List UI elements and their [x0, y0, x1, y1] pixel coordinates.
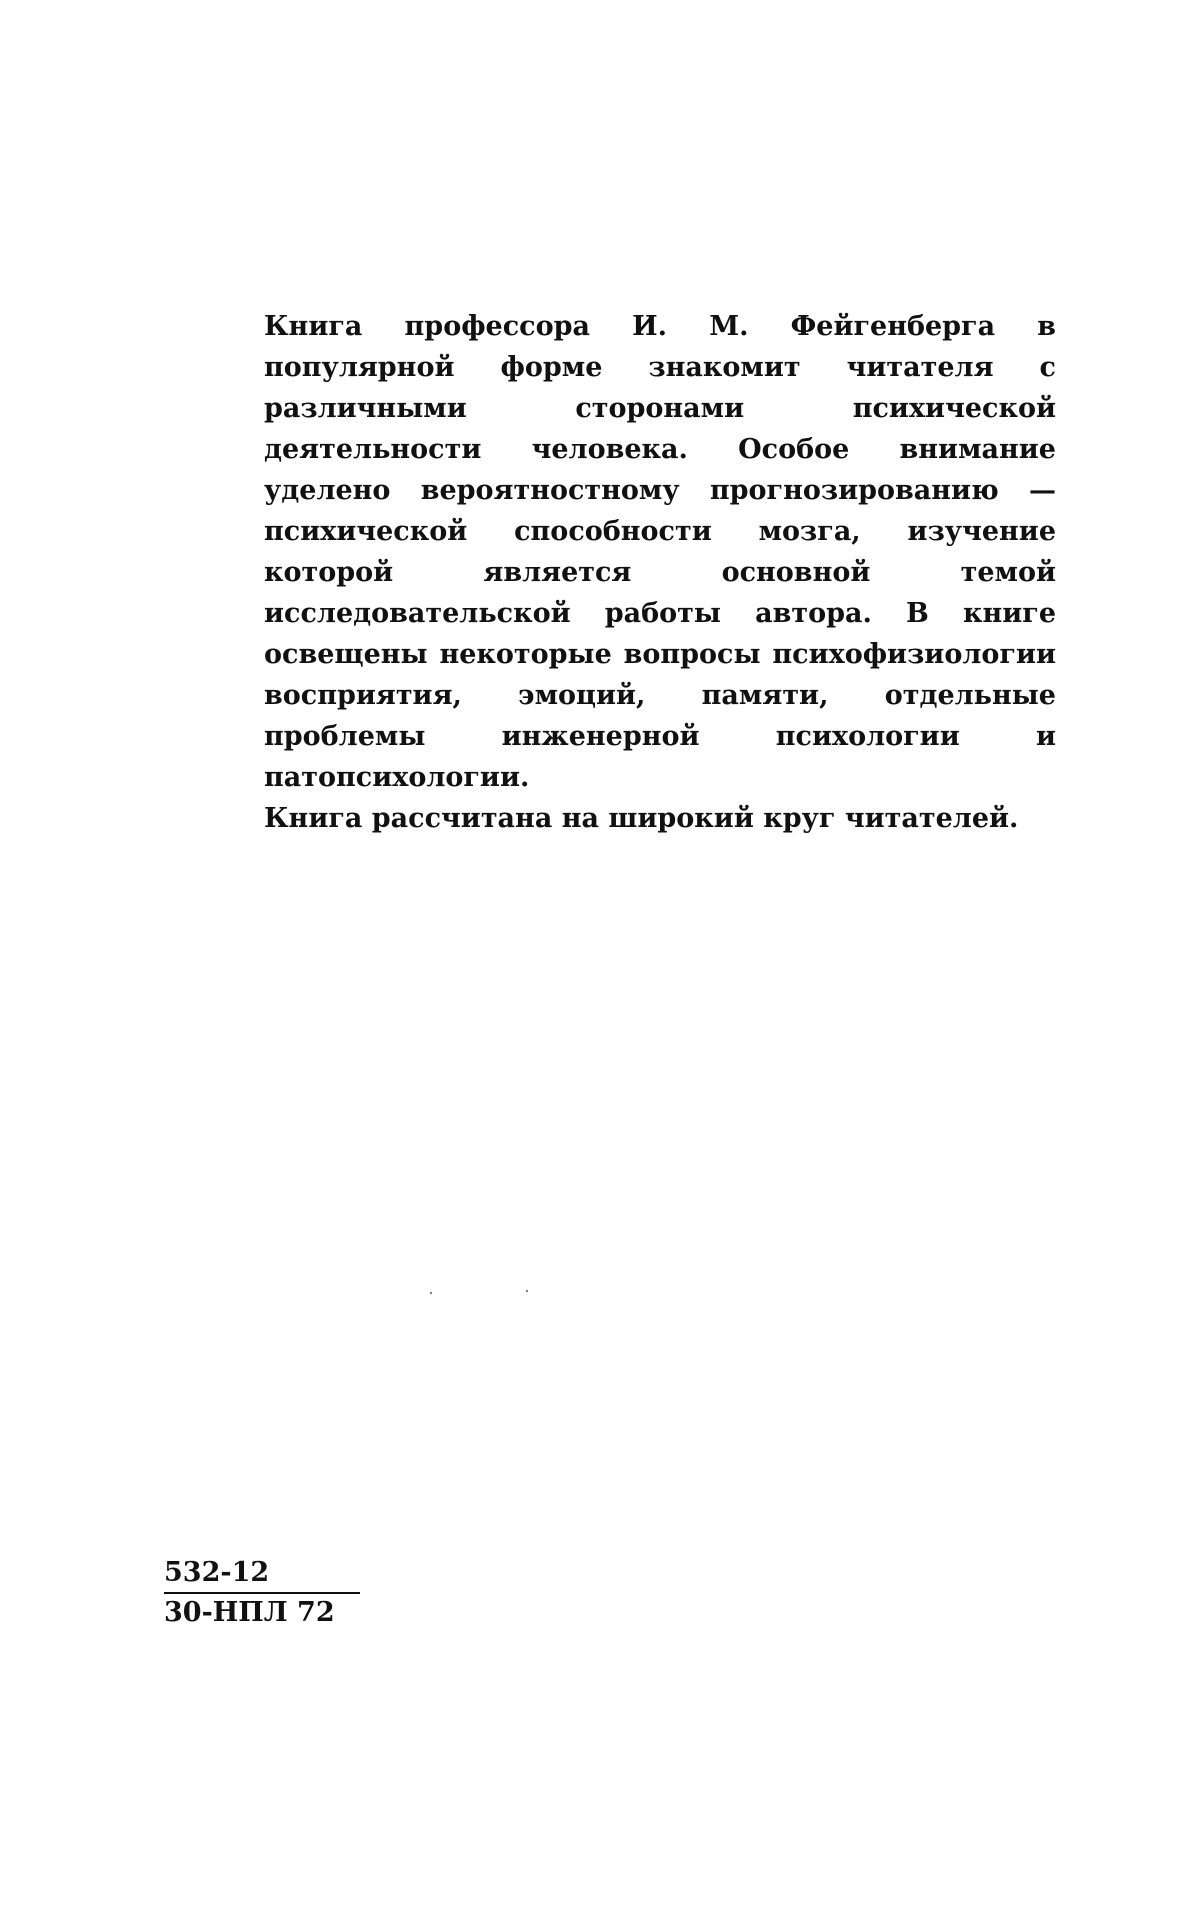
print-speck	[526, 1290, 528, 1292]
print-specks	[430, 1290, 540, 1296]
print-speck	[430, 1292, 432, 1294]
catalog-code-denominator: 30-НПЛ 72	[164, 1597, 335, 1628]
annotation-audience-line: Книга рассчитана на широкий круг читателей.	[264, 803, 1019, 834]
book-annotation	[264, 306, 1056, 839]
annotation-paragraph: Книга профессора И. М. Фейгенберга в популярной форме знакомит читателя с различными сторонами психической деятельности человека. Особое внимание уделено вероятностному прогнозированию — психической способности мозга, изучение которой является основной темой исследовательской работы автора. В книге освещены некоторые вопросы психофизиологии восприятия, эмоций, памяти, отдельные проблемы инженерной психологии и патопсихологии.	[264, 311, 1056, 793]
catalog-code	[164, 1556, 360, 1630]
catalog-code-divider	[164, 1592, 360, 1594]
catalog-code-numerator: 532-12	[164, 1557, 270, 1588]
